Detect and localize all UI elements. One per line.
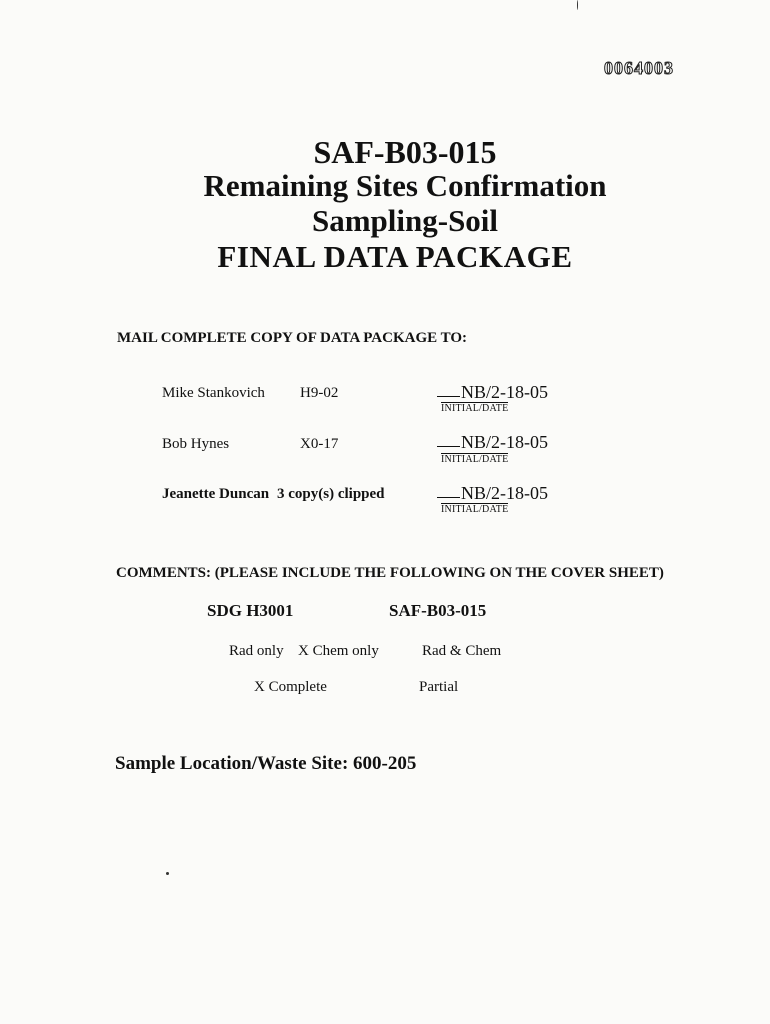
scan-speck [166, 872, 169, 875]
recipient-code: H9-02 [300, 385, 339, 401]
sdg-number: SDG H3001 [207, 601, 294, 620]
initial-date-caption: INITIAL/DATE [441, 504, 509, 515]
mail-heading: MAIL COMPLETE COPY OF DATA PACKAGE TO: [117, 330, 468, 346]
title-line-3: Sampling-Soil [311, 203, 499, 238]
option-complete: X Complete [254, 679, 327, 695]
initial-date-caption: INITIAL/DATE [441, 454, 509, 465]
recipient-copies: 3 copy(s) clipped [277, 486, 385, 502]
recipient-initial-date: NB/2-18-05 [437, 483, 548, 504]
recipient-initial-date: NB/2-18-05 [437, 432, 548, 453]
recipient-name: Bob Hynes [162, 436, 230, 452]
saf-number: SAF-B03-015 [389, 601, 487, 620]
document-number: 0064003 [604, 58, 674, 78]
recipient-name: Mike Stankovich [162, 385, 265, 401]
initial-date-caption: INITIAL/DATE [441, 403, 509, 414]
sample-location: Sample Location/Waste Site: 600-205 [115, 753, 417, 774]
title-line-4: FINAL DATA PACKAGE [217, 239, 573, 274]
option-chem-only: X Chem only [298, 643, 379, 659]
option-partial: Partial [419, 679, 459, 695]
title-line-1: SAF-B03-015 [313, 134, 497, 170]
option-rad-chem: Rad & Chem [422, 643, 502, 659]
option-rad-only: Rad only [229, 643, 284, 659]
recipient-name: Jeanette Duncan [162, 486, 270, 502]
comments-heading: COMMENTS: (PLEASE INCLUDE THE FOLLOWING ON THE COVER SHEET) [116, 565, 664, 581]
recipient-code: X0-17 [300, 436, 339, 452]
title-line-2: Remaining Sites Confirmation [203, 168, 607, 203]
scan-speck [577, 0, 578, 10]
recipient-initial-date: NB/2-18-05 [437, 382, 548, 403]
